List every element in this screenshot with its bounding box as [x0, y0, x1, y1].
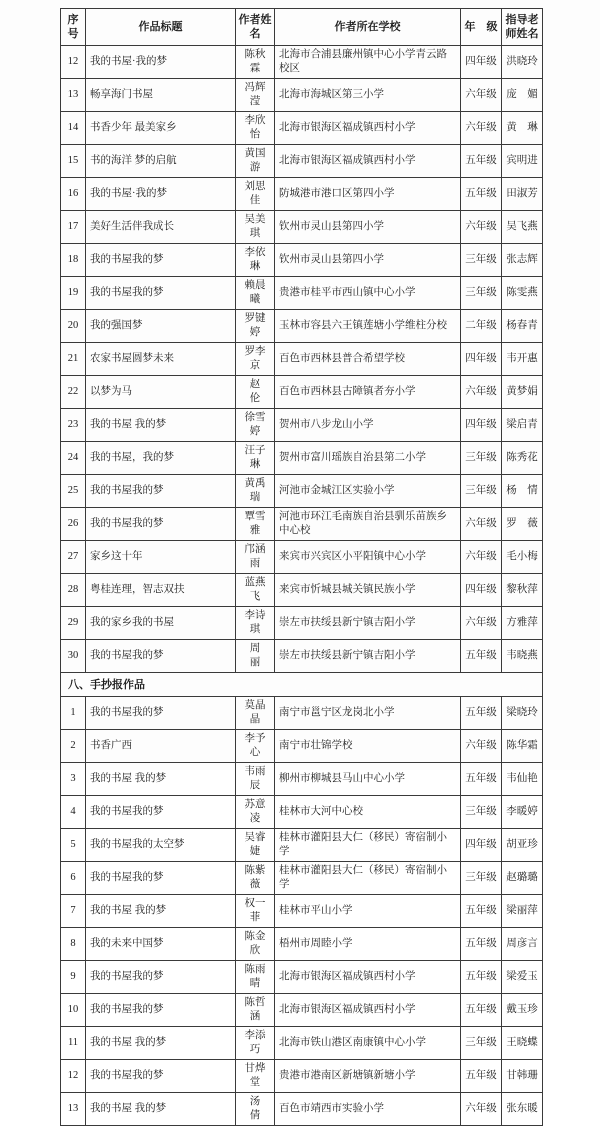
cell-teacher: 甘韩珊: [502, 1060, 543, 1093]
cell-school: 百色市靖西市实验小学: [275, 1093, 461, 1126]
cell-no: 14: [61, 112, 86, 145]
cell-no: 27: [61, 541, 86, 574]
cell-author: 赵 伦: [236, 376, 275, 409]
cell-author: 蓝燕飞: [236, 574, 275, 607]
cell-school: 贵港市港南区新塘镇新塘小学: [275, 1060, 461, 1093]
table-row: [61, 211, 543, 244]
table-row: [61, 376, 543, 409]
cell-author: 韦雨辰: [236, 763, 275, 796]
cell-title: 我的未来中国梦: [86, 928, 236, 961]
cell-no: 12: [61, 1060, 86, 1093]
cell-author: 吴睿婕: [236, 829, 275, 862]
table-row: [61, 79, 543, 112]
cell-grade: 四年级: [461, 829, 502, 862]
cell-author: 陈紫薇: [236, 862, 275, 895]
cell-grade: 三年级: [461, 277, 502, 310]
cell-teacher: 杨 情: [502, 475, 543, 508]
table-row: [61, 640, 543, 673]
header-school: 作者所在学校: [275, 9, 461, 46]
table-row: [61, 829, 543, 862]
cell-title: 我的书屋我的梦: [86, 640, 236, 673]
table-row: [61, 994, 543, 1027]
cell-school: 河池市环江毛南族自治县驯乐苗族乡中心校: [275, 508, 461, 541]
cell-author: 邝涵雨: [236, 541, 275, 574]
table-row: [61, 46, 543, 79]
cell-author: 徐雪婷: [236, 409, 275, 442]
cell-author: 陈哲涵: [236, 994, 275, 1027]
cell-grade: 六年级: [461, 1093, 502, 1126]
cell-teacher: 周彦言: [502, 928, 543, 961]
table-row: [61, 1027, 543, 1060]
cell-author: 陈雨晴: [236, 961, 275, 994]
award-works-table: [60, 8, 543, 1126]
cell-title: 我的书屋我的梦: [86, 508, 236, 541]
cell-title: 我的书屋 我的梦: [86, 409, 236, 442]
cell-no: 2: [61, 730, 86, 763]
cell-no: 21: [61, 343, 86, 376]
cell-no: 1: [61, 697, 86, 730]
cell-teacher: 陈雯燕: [502, 277, 543, 310]
cell-title: 我的书屋我的梦: [86, 994, 236, 1027]
cell-no: 13: [61, 1093, 86, 1126]
cell-title: 我的家乡我的书屋: [86, 607, 236, 640]
cell-school: 南宁市壮锦学校: [275, 730, 461, 763]
table-row: [61, 928, 543, 961]
cell-school: 柳州市柳城县马山中心小学: [275, 763, 461, 796]
cell-title: 家乡这十年: [86, 541, 236, 574]
cell-no: 15: [61, 145, 86, 178]
cell-school: 崇左市扶绥县新宁镇吉阳小学: [275, 607, 461, 640]
cell-teacher: 梁晓玲: [502, 697, 543, 730]
cell-grade: 二年级: [461, 310, 502, 343]
table-row: [61, 763, 543, 796]
cell-teacher: 戴玉珍: [502, 994, 543, 1027]
cell-teacher: 黄 琳: [502, 112, 543, 145]
header-author: 作者姓名: [236, 9, 275, 46]
cell-no: 20: [61, 310, 86, 343]
cell-grade: 五年级: [461, 895, 502, 928]
cell-grade: 三年级: [461, 796, 502, 829]
cell-teacher: 梁启青: [502, 409, 543, 442]
cell-title: 我的书屋我的太空梦: [86, 829, 236, 862]
cell-teacher: 毛小梅: [502, 541, 543, 574]
cell-teacher: 梁爱玉: [502, 961, 543, 994]
cell-teacher: 罗 薇: [502, 508, 543, 541]
header-title: 作品标题: [86, 9, 236, 46]
cell-author: 罗键婷: [236, 310, 275, 343]
header-grade: 年 级: [461, 9, 502, 46]
table-row: [61, 442, 543, 475]
table-row: [61, 310, 543, 343]
cell-author: 罗李京: [236, 343, 275, 376]
cell-school: 桂林市平山小学: [275, 895, 461, 928]
cell-teacher: 庞 媚: [502, 79, 543, 112]
cell-teacher: 田淑芳: [502, 178, 543, 211]
cell-school: 来宾市忻城县城关镇民族小学: [275, 574, 461, 607]
cell-no: 8: [61, 928, 86, 961]
cell-author: 李依琳: [236, 244, 275, 277]
cell-title: 我的书屋 我的梦: [86, 1093, 236, 1126]
cell-grade: 五年级: [461, 178, 502, 211]
cell-teacher: 梁丽萍: [502, 895, 543, 928]
table-row: [61, 508, 543, 541]
cell-teacher: 张志辉: [502, 244, 543, 277]
section-title: 八、手抄报作品: [61, 673, 543, 697]
cell-title: 书的海洋 梦的启航: [86, 145, 236, 178]
cell-grade: 六年级: [461, 211, 502, 244]
cell-title: 书香少年 最美家乡: [86, 112, 236, 145]
cell-no: 29: [61, 607, 86, 640]
header-teacher: 指导老师姓名: [502, 9, 543, 46]
cell-school: 南宁市邕宁区龙岗北小学: [275, 697, 461, 730]
table-row: [61, 607, 543, 640]
table-row: [61, 796, 543, 829]
cell-author: 陈金欣: [236, 928, 275, 961]
cell-author: 周 丽: [236, 640, 275, 673]
cell-title: 我的书屋我的梦: [86, 862, 236, 895]
cell-school: 北海市银海区福成镇西村小学: [275, 112, 461, 145]
cell-title: 我的书屋我的梦: [86, 475, 236, 508]
table-row: [61, 961, 543, 994]
cell-title: 我的书屋我的梦: [86, 1060, 236, 1093]
cell-school: 钦州市灵山县第四小学: [275, 211, 461, 244]
cell-no: 12: [61, 46, 86, 79]
cell-school: 北海市铁山港区南康镇中心小学: [275, 1027, 461, 1060]
cell-title: 以梦为马: [86, 376, 236, 409]
cell-no: 18: [61, 244, 86, 277]
cell-grade: 六年级: [461, 607, 502, 640]
cell-author: 李添巧: [236, 1027, 275, 1060]
cell-teacher: 宾明进: [502, 145, 543, 178]
cell-grade: 三年级: [461, 862, 502, 895]
cell-grade: 六年级: [461, 730, 502, 763]
cell-title: 我的书屋，我的梦: [86, 442, 236, 475]
cell-teacher: 陈秀花: [502, 442, 543, 475]
cell-school: 桂林市灌阳县大仁（移民）寄宿制小学: [275, 829, 461, 862]
cell-author: 覃雪雅: [236, 508, 275, 541]
cell-title: 我的书屋 我的梦: [86, 895, 236, 928]
cell-no: 25: [61, 475, 86, 508]
cell-grade: 四年级: [461, 574, 502, 607]
cell-grade: 三年级: [461, 475, 502, 508]
cell-school: 桂林市大河中心校: [275, 796, 461, 829]
cell-school: 来宾市兴宾区小平阳镇中心小学: [275, 541, 461, 574]
cell-no: 9: [61, 961, 86, 994]
table-body: [61, 46, 543, 1126]
table-row: [61, 409, 543, 442]
cell-author: 黄禹瑞: [236, 475, 275, 508]
cell-title: 我的书屋 我的梦: [86, 763, 236, 796]
cell-no: 26: [61, 508, 86, 541]
cell-school: 桂林市灌阳县大仁（移民）寄宿制小学: [275, 862, 461, 895]
cell-author: 冯辉滢: [236, 79, 275, 112]
cell-no: 6: [61, 862, 86, 895]
table-row: [61, 1093, 543, 1126]
cell-author: 甘烨堂: [236, 1060, 275, 1093]
cell-grade: 五年级: [461, 928, 502, 961]
cell-author: 陈秋霖: [236, 46, 275, 79]
table-row: [61, 145, 543, 178]
table-row: [61, 862, 543, 895]
cell-grade: 六年级: [461, 508, 502, 541]
cell-author: 李诗琪: [236, 607, 275, 640]
cell-title: 书香广西: [86, 730, 236, 763]
cell-no: 4: [61, 796, 86, 829]
cell-grade: 三年级: [461, 442, 502, 475]
cell-grade: 三年级: [461, 244, 502, 277]
cell-author: 苏意凌: [236, 796, 275, 829]
cell-no: 3: [61, 763, 86, 796]
cell-teacher: 吴飞燕: [502, 211, 543, 244]
cell-no: 22: [61, 376, 86, 409]
cell-school: 百色市西林县古障镇者夯小学: [275, 376, 461, 409]
table-row: [61, 475, 543, 508]
cell-author: 赖晨曦: [236, 277, 275, 310]
cell-no: 19: [61, 277, 86, 310]
cell-title: 我的书屋我的梦: [86, 697, 236, 730]
cell-teacher: 洪晓玲: [502, 46, 543, 79]
cell-grade: 五年级: [461, 961, 502, 994]
cell-teacher: 陈华霜: [502, 730, 543, 763]
cell-title: 我的强国梦: [86, 310, 236, 343]
table-row: [61, 730, 543, 763]
cell-author: 权一菲: [236, 895, 275, 928]
cell-teacher: 韦晓燕: [502, 640, 543, 673]
cell-school: 崇左市扶绥县新宁镇吉阳小学: [275, 640, 461, 673]
cell-author: 吴美琪: [236, 211, 275, 244]
cell-author: 汪子琳: [236, 442, 275, 475]
cell-no: 7: [61, 895, 86, 928]
cell-grade: 五年级: [461, 145, 502, 178]
cell-title: 我的书屋我的梦: [86, 961, 236, 994]
cell-title: 我的书屋我的梦: [86, 244, 236, 277]
cell-teacher: 韦开惠: [502, 343, 543, 376]
cell-teacher: 胡亚珍: [502, 829, 543, 862]
table-row: [61, 1060, 543, 1093]
cell-author: 莫晶晶: [236, 697, 275, 730]
cell-grade: 四年级: [461, 343, 502, 376]
cell-school: 防城港市港口区第四小学: [275, 178, 461, 211]
cell-grade: 五年级: [461, 994, 502, 1027]
cell-no: 30: [61, 640, 86, 673]
cell-school: 北海市银海区福成镇西村小学: [275, 994, 461, 1027]
cell-title: 我的书屋·我的梦: [86, 46, 236, 79]
table-row: [61, 541, 543, 574]
cell-author: 黄国游: [236, 145, 275, 178]
cell-school: 钦州市灵山县第四小学: [275, 244, 461, 277]
cell-title: 美好生活伴我成长: [86, 211, 236, 244]
cell-school: 北海市合浦县廉州镇中心小学青云路校区: [275, 46, 461, 79]
cell-no: 11: [61, 1027, 86, 1060]
cell-grade: 五年级: [461, 640, 502, 673]
cell-teacher: 方雅萍: [502, 607, 543, 640]
table-row: [61, 244, 543, 277]
cell-teacher: 王晓蝶: [502, 1027, 543, 1060]
cell-grade: 六年级: [461, 376, 502, 409]
cell-school: 河池市金城江区实验小学: [275, 475, 461, 508]
cell-no: 13: [61, 79, 86, 112]
table-header-row: [61, 9, 543, 46]
cell-teacher: 张东暖: [502, 1093, 543, 1126]
cell-no: 16: [61, 178, 86, 211]
cell-no: 23: [61, 409, 86, 442]
cell-teacher: 黄梦娟: [502, 376, 543, 409]
cell-grade: 五年级: [461, 763, 502, 796]
section-header-row: [61, 673, 543, 697]
cell-grade: 五年级: [461, 1060, 502, 1093]
cell-grade: 五年级: [461, 697, 502, 730]
cell-title: 我的书屋·我的梦: [86, 178, 236, 211]
cell-title: 我的书屋 我的梦: [86, 1027, 236, 1060]
cell-school: 贵港市桂平市西山镇中心小学: [275, 277, 461, 310]
cell-school: 贺州市八步龙山小学: [275, 409, 461, 442]
cell-author: 刘思佳: [236, 178, 275, 211]
cell-author: 汤 倩: [236, 1093, 275, 1126]
cell-title: 粤桂连理，智志双扶: [86, 574, 236, 607]
cell-grade: 六年级: [461, 541, 502, 574]
cell-school: 梧州市周睦小学: [275, 928, 461, 961]
cell-author: 李予心: [236, 730, 275, 763]
table-row: [61, 895, 543, 928]
cell-title: 我的书屋我的梦: [86, 796, 236, 829]
cell-no: 17: [61, 211, 86, 244]
table-row: [61, 277, 543, 310]
cell-no: 28: [61, 574, 86, 607]
cell-grade: 六年级: [461, 112, 502, 145]
cell-grade: 六年级: [461, 79, 502, 112]
cell-no: 24: [61, 442, 86, 475]
cell-school: 百色市西林县普合希望学校: [275, 343, 461, 376]
cell-school: 北海市海城区第三小学: [275, 79, 461, 112]
cell-grade: 四年级: [461, 409, 502, 442]
cell-title: 我的书屋我的梦: [86, 277, 236, 310]
cell-grade: 四年级: [461, 46, 502, 79]
cell-school: 北海市银海区福成镇西村小学: [275, 145, 461, 178]
cell-no: 5: [61, 829, 86, 862]
cell-teacher: 韦仙艳: [502, 763, 543, 796]
cell-grade: 三年级: [461, 1027, 502, 1060]
cell-school: 玉林市容县六王镇莲塘小学维柱分校: [275, 310, 461, 343]
cell-teacher: 赵璐璐: [502, 862, 543, 895]
cell-teacher: 杨春青: [502, 310, 543, 343]
table-row: [61, 697, 543, 730]
cell-teacher: 黎秋萍: [502, 574, 543, 607]
cell-school: 北海市银海区福成镇西村小学: [275, 961, 461, 994]
cell-author: 李欣怡: [236, 112, 275, 145]
header-no: 序号: [61, 9, 86, 46]
table-row: [61, 178, 543, 211]
table-row: [61, 574, 543, 607]
table-row: [61, 112, 543, 145]
cell-title: 畅享海门书屋: [86, 79, 236, 112]
cell-school: 贺州市富川瑶族自治县第二小学: [275, 442, 461, 475]
cell-no: 10: [61, 994, 86, 1027]
cell-teacher: 李暖婷: [502, 796, 543, 829]
cell-title: 农家书屋圆梦未来: [86, 343, 236, 376]
table-row: [61, 343, 543, 376]
